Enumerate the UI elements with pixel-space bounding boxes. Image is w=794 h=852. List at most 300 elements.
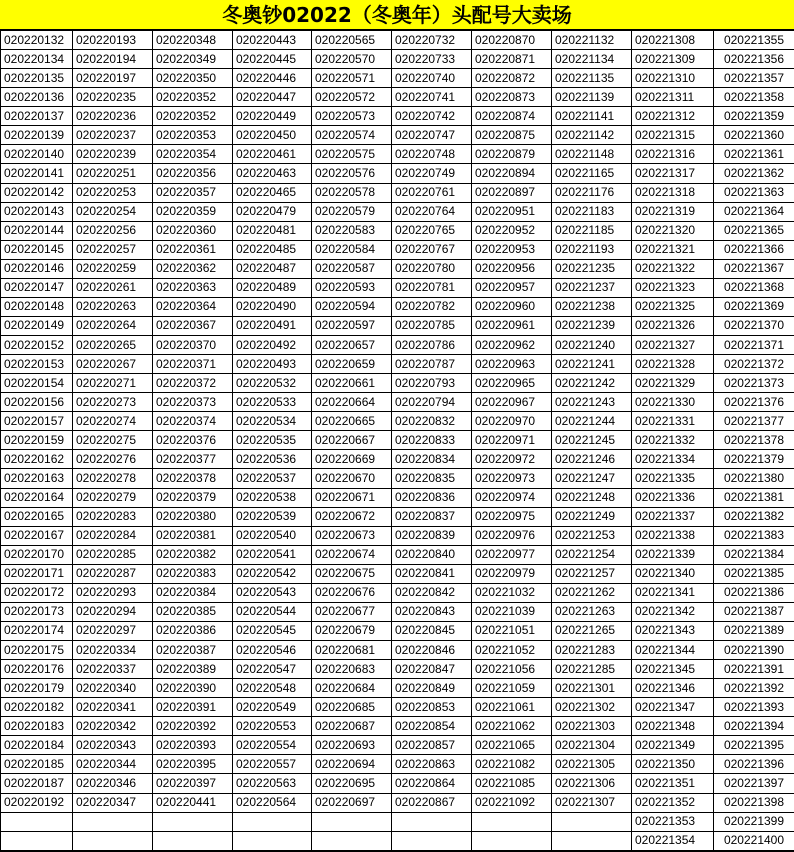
serial-number-cell: 020220164 [1,488,73,507]
table-row [1,126,794,145]
serial-number-cell: 020220443 [233,31,312,50]
serial-number-cell: 020220684 [312,679,392,698]
serial-number-cell: 020220867 [392,793,472,812]
serial-number-cell: 020221328 [632,355,714,374]
page-title: 冬奥钞02022（冬奥年）头配号大卖场 [0,0,794,30]
serial-number-cell: 020221248 [552,488,632,507]
serial-number-cell: 020220841 [392,564,472,583]
serial-number-cell: 020220143 [1,202,73,221]
serial-number-cell: 020220490 [233,297,312,316]
table-row [1,297,794,316]
serial-number-cell: 020221326 [632,316,714,335]
serial-number-cell: 020220145 [1,240,73,259]
serial-number-cell: 020220863 [392,755,472,774]
serial-number-cell: 020220361 [153,240,233,259]
serial-number-cell: 020221330 [632,393,714,412]
serial-number-cell: 020220153 [1,355,73,374]
serial-number-cell: 020220374 [153,412,233,431]
serial-number-cell: 020220697 [312,793,392,812]
table-row [1,412,794,431]
serial-number-cell: 020220672 [312,507,392,526]
serial-number-cell: 020220685 [312,698,392,717]
serial-number-cell: 020220173 [1,602,73,621]
serial-number-cell: 020220549 [233,698,312,717]
serial-number-cell: 020220748 [392,145,472,164]
serial-number-cell: 020220157 [1,412,73,431]
serial-number-cell: 020220664 [312,393,392,412]
serial-number-cell: 020220957 [472,278,552,297]
serial-number-cell: 020221305 [552,755,632,774]
serial-number-cell: 020221309 [632,50,714,69]
serial-number-cell: 020220780 [392,259,472,278]
serial-number-cell: 020220386 [153,621,233,640]
serial-number-cell: 020220389 [153,660,233,679]
serial-number-cell: 020220834 [392,450,472,469]
serial-number-cell: 020220479 [233,202,312,221]
serial-number-cell: 020221338 [632,526,714,545]
serial-number-cell: 020220532 [233,374,312,393]
serial-number-cell: 020220832 [392,412,472,431]
serial-number-cell: 020220390 [153,679,233,698]
serial-number-cell: 020220897 [472,183,552,202]
serial-number-cell: 020220446 [233,69,312,88]
serial-number-cell: 020221183 [552,202,632,221]
serial-number-cell: 020220441 [153,793,233,812]
serial-number-cell: 020220781 [392,278,472,297]
serial-number-cell: 020220141 [1,164,73,183]
serial-number-cell: 020221368 [714,278,794,297]
serial-number-cell [392,831,472,850]
serial-number-cell: 020220146 [1,259,73,278]
serial-number-cell: 020220372 [153,374,233,393]
serial-number-cell: 020220873 [472,88,552,107]
serial-number-cell: 020220140 [1,145,73,164]
serial-number-cell: 020220537 [233,469,312,488]
serial-number-cell: 020220594 [312,297,392,316]
serial-number-cell: 020220671 [312,488,392,507]
serial-number-cell: 020220765 [392,221,472,240]
serial-number-cell: 020221262 [552,583,632,602]
serial-number-cell: 020220570 [312,50,392,69]
serial-number-cell: 020220972 [472,450,552,469]
serial-number-cell: 020221051 [472,621,552,640]
serial-number-cell: 020220565 [312,31,392,50]
serial-number-cell: 020221390 [714,641,794,660]
serial-number-cell: 020221378 [714,431,794,450]
serial-number-cell: 020221397 [714,774,794,793]
serial-number-cell: 020220835 [392,469,472,488]
serial-number-cell: 020220676 [312,583,392,602]
serial-number-cell: 020220971 [472,431,552,450]
serial-number-cell: 020220749 [392,164,472,183]
serial-number-cell: 020220267 [73,355,153,374]
serial-number-cell: 020220197 [73,69,153,88]
serial-number-cell: 020221052 [472,641,552,660]
serial-number-cell: 020220833 [392,431,472,450]
serial-number-cell: 020220132 [1,31,73,50]
serial-number-cell: 020221315 [632,126,714,145]
serial-number-cell: 020220489 [233,278,312,297]
serial-number-cell: 020220364 [153,297,233,316]
serial-number-cell: 020221243 [552,393,632,412]
serial-number-cell: 020220379 [153,488,233,507]
serial-number-cell: 020221247 [552,469,632,488]
serial-number-cell: 020220572 [312,88,392,107]
serial-number-cell: 020220179 [1,679,73,698]
serial-number-cell: 020221400 [714,831,794,850]
serial-number-cell: 020220170 [1,545,73,564]
serial-number-cell: 020221056 [472,660,552,679]
serial-number-cell: 020220445 [233,50,312,69]
serial-number-cell: 020220545 [233,621,312,640]
serial-number-cell: 020220343 [73,736,153,755]
serial-number-cell: 020220154 [1,374,73,393]
serial-number-cell: 020220147 [1,278,73,297]
serial-number-cell: 020220574 [312,126,392,145]
serial-number-cell: 020220175 [1,641,73,660]
serial-number-cell: 020221357 [714,69,794,88]
table-row [1,278,794,297]
serial-number-cell: 020220254 [73,202,153,221]
serial-number-cell: 020220283 [73,507,153,526]
serial-number-cell: 020220284 [73,526,153,545]
serial-number-cell: 020221265 [552,621,632,640]
serial-number-cell: 020220261 [73,278,153,297]
serial-number-cell: 020220962 [472,336,552,355]
serial-number-cell: 020220547 [233,660,312,679]
serial-number-cell: 020221379 [714,450,794,469]
serial-number-cell: 020220665 [312,412,392,431]
serial-number-cell: 020220571 [312,69,392,88]
serial-number-cell: 020221370 [714,316,794,335]
serial-number-cell [233,850,312,851]
serial-number-cell: 020221376 [714,393,794,412]
serial-number-cell [552,850,632,851]
serial-number-cell: 020220554 [233,736,312,755]
serial-number-cell: 020220370 [153,336,233,355]
serial-number-cell: 020221082 [472,755,552,774]
table-row [1,583,794,602]
serial-number-cell: 020220362 [153,259,233,278]
table-row [1,812,794,831]
serial-number-cell: 020221285 [552,660,632,679]
serial-number-cell [73,850,153,851]
serial-number-cell: 020221351 [632,774,714,793]
serial-number-cell: 020221283 [552,641,632,660]
serial-number-cell: 020220492 [233,336,312,355]
serial-number-cell: 020221304 [552,736,632,755]
serial-number-cell: 020221371 [714,336,794,355]
serial-number-cell: 020220493 [233,355,312,374]
serial-number-cell: 020220357 [153,183,233,202]
serial-number-cell: 020220350 [153,69,233,88]
serial-number-cell: 020220674 [312,545,392,564]
serial-number-cell: 020220347 [73,793,153,812]
serial-number-cell: 020220667 [312,431,392,450]
serial-number-cell: 020220669 [312,450,392,469]
table-row [1,107,794,126]
serial-number-cell: 020221254 [552,545,632,564]
serial-number-cell: 020220392 [153,717,233,736]
serial-number-table [0,30,794,852]
serial-number-cell: 020220741 [392,88,472,107]
serial-number-cell: 020220683 [312,660,392,679]
serial-number-cell: 020220839 [392,526,472,545]
serial-number-cell: 020221092 [472,793,552,812]
serial-number-cell: 020221235 [552,259,632,278]
serial-number-cell: 020220337 [73,660,153,679]
serial-number-cell: 020220273 [73,393,153,412]
serial-number-cell: 020220187 [1,774,73,793]
serial-number-cell: 020220367 [153,316,233,335]
serial-number-cell: 020220546 [233,641,312,660]
serial-number-cell: 020220148 [1,297,73,316]
serial-number-cell [153,831,233,850]
serial-number-cell: 020220349 [153,50,233,69]
serial-number-cell: 020221319 [632,202,714,221]
serial-number-cell [392,812,472,831]
serial-number-cell: 020220573 [312,107,392,126]
serial-number-cell: 020220694 [312,755,392,774]
serial-number-cell: 020220593 [312,278,392,297]
serial-number-cell: 020220251 [73,164,153,183]
serial-number-cell: 020220294 [73,602,153,621]
serial-number-cell: 020220152 [1,336,73,355]
serial-number-cell: 020220845 [392,621,472,640]
serial-number-cell: 020221257 [552,564,632,583]
serial-number-cell: 020221237 [552,278,632,297]
serial-number-cell: 020220397 [153,774,233,793]
serial-number-cell: 020220854 [392,717,472,736]
serial-number-cell: 020220976 [472,526,552,545]
table-row [1,469,794,488]
serial-number-cell: 020220340 [73,679,153,698]
table-row [1,526,794,545]
serial-number-cell: 020221310 [632,69,714,88]
table-row [1,355,794,374]
serial-number-cell [233,831,312,850]
serial-number-cell: 020220287 [73,564,153,583]
serial-number-cell [312,812,392,831]
serial-number-cell: 020221327 [632,336,714,355]
serial-number-cell: 020221369 [714,297,794,316]
table-row [1,240,794,259]
serial-number-cell: 020221387 [714,602,794,621]
serial-number-cell: 020220563 [233,774,312,793]
serial-number-cell: 020221325 [632,297,714,316]
serial-number-cell: 020220134 [1,50,73,69]
serial-number-cell: 020220383 [153,564,233,583]
serial-number-cell: 020220275 [73,431,153,450]
serial-number-cell: 020220544 [233,602,312,621]
serial-number-cell: 020220842 [392,583,472,602]
serial-number-cell: 020221377 [714,412,794,431]
serial-number-cell: 020220253 [73,183,153,202]
serial-number-cell: 020221307 [552,793,632,812]
serial-number-cell [552,812,632,831]
serial-number-cell: 020220742 [392,107,472,126]
serial-number-cell: 020220576 [312,164,392,183]
table-row [1,755,794,774]
serial-number-cell [392,850,472,851]
serial-number-cell: 020221142 [552,126,632,145]
serial-number-cell: 020220360 [153,221,233,240]
serial-number-cell: 020220538 [233,488,312,507]
serial-number-cell: 020221321 [632,240,714,259]
serial-number-cell: 020220681 [312,641,392,660]
serial-number-cell: 020220747 [392,126,472,145]
serial-number-cell: 020221363 [714,183,794,202]
serial-number-cell: 020220960 [472,297,552,316]
serial-number-cell: 020220961 [472,316,552,335]
serial-number-cell: 020220673 [312,526,392,545]
serial-number-cell: 020220553 [233,717,312,736]
serial-number-cell: 020220274 [73,412,153,431]
serial-number-cell: 020221344 [632,641,714,660]
serial-number-cell: 020220687 [312,717,392,736]
serial-number-cell: 020220193 [73,31,153,50]
table-row [1,621,794,640]
serial-number-cell: 020221358 [714,88,794,107]
serial-number-cell: 020221343 [632,621,714,640]
serial-number-cell: 020221355 [714,31,794,50]
serial-number-cell [73,831,153,850]
serial-number-cell: 020220237 [73,126,153,145]
serial-number-cell: 020220564 [233,793,312,812]
serial-number-cell: 020220786 [392,336,472,355]
serial-number-cell: 020221372 [714,355,794,374]
serial-number-cell: 020220740 [392,69,472,88]
serial-number-cell: 020221039 [472,602,552,621]
serial-number-cell: 020220578 [312,183,392,202]
serial-number-cell: 020220557 [233,755,312,774]
table-row [1,69,794,88]
table-row [1,202,794,221]
serial-number-cell: 020220371 [153,355,233,374]
table-row [1,660,794,679]
serial-number-cell: 020221385 [714,564,794,583]
serial-number-cell: 020220677 [312,602,392,621]
serial-number-cell: 020220346 [73,774,153,793]
serial-number-cell: 020220540 [233,526,312,545]
serial-number-cell: 020220840 [392,545,472,564]
serial-number-cell: 020221311 [632,88,714,107]
table-row [1,736,794,755]
serial-number-cell: 020220393 [153,736,233,755]
serial-number-cell: 020220836 [392,488,472,507]
serial-number-cell: 020220853 [392,698,472,717]
serial-number-cell: 020221362 [714,164,794,183]
serial-number-cell: 020220952 [472,221,552,240]
serial-number-cell: 020221317 [632,164,714,183]
serial-number-cell: 020220463 [233,164,312,183]
serial-number-cell: 020221246 [552,450,632,469]
table-row [1,831,794,850]
serial-number-cell: 020221348 [632,717,714,736]
serial-number-cell: 020221359 [714,107,794,126]
serial-number-cell: 020221245 [552,431,632,450]
serial-number-cell: 020221398 [714,793,794,812]
serial-number-cell: 020220787 [392,355,472,374]
serial-number-cell: 020220542 [233,564,312,583]
serial-number-cell: 020220967 [472,393,552,412]
serial-number-cell: 020221391 [714,660,794,679]
serial-number-cell: 020220485 [233,240,312,259]
serial-number-cell [552,831,632,850]
serial-number-cell: 020221061 [472,698,552,717]
serial-number-cell: 020220352 [153,107,233,126]
serial-number-cell: 020220535 [233,431,312,450]
serial-number-cell: 020220975 [472,507,552,526]
serial-number-cell: 020220874 [472,107,552,126]
serial-number-cell: 020220162 [1,450,73,469]
serial-number-cell: 020220870 [472,31,552,50]
serial-number-cell: 020220136 [1,88,73,107]
serial-number-cell: 020220973 [472,469,552,488]
serial-number-cell: 020221360 [714,126,794,145]
serial-number-cell: 020220951 [472,202,552,221]
serial-number-cell [1,831,73,850]
serial-number-cell: 020220536 [233,450,312,469]
serial-number-cell: 020220183 [1,717,73,736]
serial-number-cell: 020220449 [233,107,312,126]
serial-number-cell: 020220144 [1,221,73,240]
serial-number-cell: 020221312 [632,107,714,126]
serial-number-cell: 020220236 [73,107,153,126]
serial-number-cell: 020220461 [233,145,312,164]
serial-number-cell: 020220276 [73,450,153,469]
serial-number-cell: 020220271 [73,374,153,393]
serial-number-cell: 020221301 [552,679,632,698]
serial-number-cell: 020221329 [632,374,714,393]
serial-number-cell: 020220165 [1,507,73,526]
serial-number-cell: 020221134 [552,50,632,69]
serial-number-cell: 020221316 [632,145,714,164]
serial-number-cell: 020221165 [552,164,632,183]
serial-number-cell: 020220184 [1,736,73,755]
table-row [1,774,794,793]
serial-number-cell: 020220872 [472,69,552,88]
serial-number-cell: 020220465 [233,183,312,202]
serial-number-cell: 020221062 [472,717,552,736]
serial-number-cell: 020221132 [552,31,632,50]
serial-number-cell: 020220491 [233,316,312,335]
serial-number-cell: 020220378 [153,469,233,488]
serial-number-cell: 020220782 [392,297,472,316]
table-body [1,31,794,852]
serial-number-cell: 020220579 [312,202,392,221]
serial-number-cell: 020220597 [312,316,392,335]
serial-number-cell: 020221396 [714,755,794,774]
serial-number-cell: 020220793 [392,374,472,393]
serial-number-cell: 020220675 [312,564,392,583]
serial-number-cell: 020220163 [1,469,73,488]
serial-number-cell: 020220679 [312,621,392,640]
serial-number-cell: 020220894 [472,164,552,183]
serial-number-cell: 020220279 [73,488,153,507]
serial-number-cell: 020220171 [1,564,73,583]
serial-number-cell: 020220534 [233,412,312,431]
serial-number-cell [472,831,552,850]
serial-number-cell: 020221320 [632,221,714,240]
serial-number-cell: 020220794 [392,393,472,412]
table-row [1,221,794,240]
serial-number-cell: 020221392 [714,679,794,698]
table-row [1,374,794,393]
serial-number-cell: 020220843 [392,602,472,621]
serial-number-cell: 020220174 [1,621,73,640]
serial-number-cell [153,812,233,831]
